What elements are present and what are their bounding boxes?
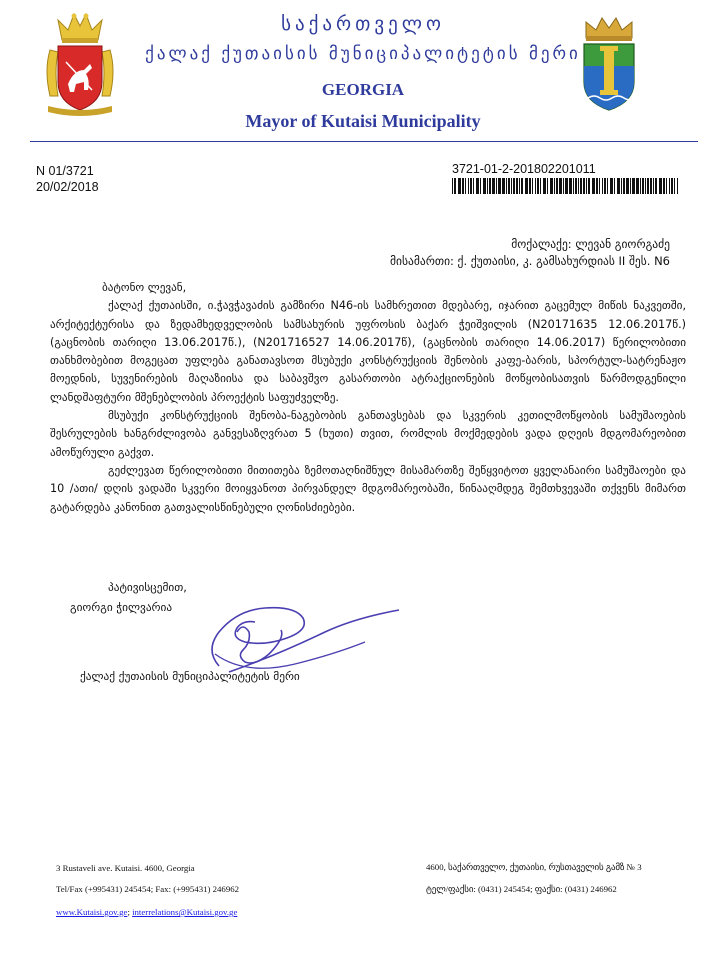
footer-links <box>56 907 237 917</box>
signatory-name: გიორგი ჭილვარია <box>70 601 173 614</box>
footer-website-link[interactable]: www.Kutaisi.gov.ge <box>56 907 128 917</box>
header-country-geo: საქართველო <box>281 13 445 35</box>
footer-link-separator: ; <box>127 907 133 917</box>
header-divider <box>30 141 698 142</box>
letter-body <box>50 279 686 517</box>
footer-email-link[interactable]: interrelations@Kutaisi.gov.ge <box>132 907 238 917</box>
letter-paragraph-1: ქალაქ ქუთაისში, ი.ჭავჭავაძის გამზირი N46-ის სამხრეთით მდებარე, იჯარით გაცემულ მიწის ნაკვეთში, არქიტექტურისა და ზედამხედველობის სამსახურის უფროსის ბაქარ ჭეიშვილის (N20171635 12.06.2017წ.) (გაცნობის თარიღი 13.06.2017წ.), (N201716527 14.06.2017წ), (გაცნობის თარიღი 14.06.2017) წერილობითი თანხმობებით მოგეცათ უფლება განათავსოთ მსუბუქი კონსტრუქციის შენობის კაფე-ბარის, სპორტულ-სატრენაჟო მოედნის, სუვენირების მაღაზიისა და საბავშვო გასართობი ატრაქციონების მოწყობისათვის წარმოდგენილი ლანდშაფტური მშენებლობის პროექტის საფუძველზე. <box>50 299 686 404</box>
recipient-address: მისამართი: ქ. ქუთაისი, კ. გამსახურდიას II შეს. N6 <box>390 254 670 268</box>
footer-phone-en: Tel/Fax (+995431) 245454; Fax: (+995431) 246962 <box>56 884 240 894</box>
handwritten-signature <box>185 592 415 682</box>
barcode <box>452 178 678 194</box>
signatory-title: ქალაქ ქუთაისის მუნიციპალიტეტის მერი <box>80 670 300 683</box>
recipient-name: მოქალაქე: ლევან გიორგაძე <box>511 237 670 251</box>
footer-phone-geo: ტელ/ფაქსი: (0431) 245454; ფაქსი: (0431) 246962 <box>426 884 617 894</box>
footer-address-en: 3 Rustaveli ave. Kutaisi. 4600, Georgia <box>56 863 195 873</box>
footer-address-geo: 4600, საქართველო, ქუთაისი, რუსთაველის გამზ № 3 <box>426 862 642 872</box>
barcode-code: 3721-01-2-201802201011 <box>452 162 596 176</box>
letter-salutation: ბატონო ლევან, <box>102 281 187 294</box>
document-date: 20/02/2018 <box>36 180 99 194</box>
closing-regards: პატივისცემით, <box>108 581 187 594</box>
document-number: N 01/3721 <box>36 164 94 178</box>
letter-paragraph-3: გეძლევათ წერილობითი მითითება ზემოთაღნიშნულ მისამართზე შეწყვიტოთ ყველანაირი სამუშაოები და 10 /ათი/ დღის ვადაში სკვერი მოიყვანოთ პირვანდელ მდგომარეობაში, წინააღმდეგ შემთხვევაში თქვენს მიმართ გატარდება კანონით გათვალისწინებული ღონისძიებები. <box>50 463 686 514</box>
letter-paragraph-2: მსუბუქი კონსტრუქციის შენობა-ნაგებობის განთავსებას და სკვერის კეთილმოწყობის სამუშაოების შესრულების ხანგრძლივობა განვესაზღვრათ 5 (ხუთი) თვით, რომლის მოქმედების ვადა დღეის მდგომარეობით ამოწურული გაქვთ. <box>50 409 686 459</box>
header-country-en: GEORGIA <box>321 80 405 99</box>
header-office-geo: ქალაქ ქუთაისის მუნიციპალიტეტის მერი <box>145 44 581 64</box>
header-office-en: Mayor of Kutaisi Municipality <box>245 111 481 131</box>
